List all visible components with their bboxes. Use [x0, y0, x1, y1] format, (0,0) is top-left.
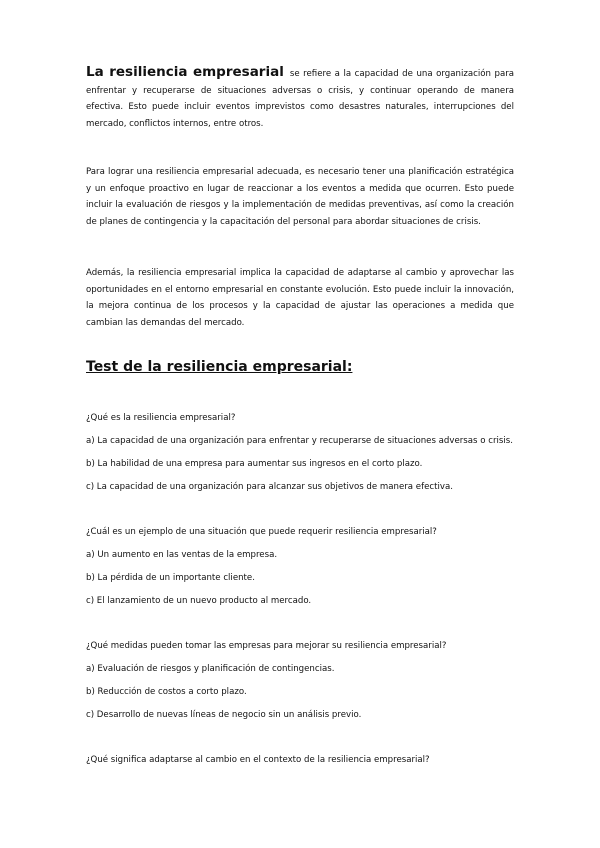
question-3-option-c: c) Desarrollo de nuevas líneas de negocio sin un análisis previo. [86, 710, 362, 720]
question-1-option-c: c) La capacidad de una organización para alcanzar sus objetivos de manera efectiva. [86, 482, 453, 492]
question-4: ¿Qué significa adaptarse al cambio en el contexto de la resiliencia empresarial? [86, 755, 430, 765]
document-title: La resiliencia empresarial [86, 64, 284, 80]
question-1: ¿Qué es la resiliencia empresarial? [86, 413, 236, 423]
intro-paragraph-1-text: se refiere a la capacidad de una organización para enfrentar y recuperarse de situaciones adversas o crisis, y continuar operando de manera efectiva. Esto puede incluir eventos imprevistos como desastres naturales, interrupciones del mercado, conflictos internos, entre otros. [86, 69, 515, 129]
question-2-option-c: c) El lanzamiento de un nuevo producto al mercado. [86, 596, 312, 606]
question-2-option-b: b) La pérdida de un importante cliente. [86, 573, 255, 583]
question-2: ¿Cuál es un ejemplo de una situación que puede requerir resiliencia empresarial? [86, 527, 437, 537]
question-1-option-a: a) La capacidad de una organización para enfrentar y recuperarse de situaciones adversas o crisis. [86, 436, 513, 446]
question-3-option-b: b) Reducción de costos a corto plazo. [86, 687, 247, 697]
question-2-option-a: a) Un aumento en las ventas de la empresa. [86, 550, 278, 560]
intro-paragraph-1 [86, 64, 514, 132]
intro-paragraph-2: Para lograr una resiliencia empresarial adecuada, es necesario tener una planificación estratégica y un enfoque proactivo en lugar de reaccionar a los eventos a medida que ocurren. Esto puede incluir la evaluación de riesgos y la implementación de medidas preventivas, así como la creación de planes de contingencia y la capacitación del personal para abordar situaciones de crisis. [86, 167, 514, 227]
intro-paragraph-3: Además, la resiliencia empresarial implica la capacidad de adaptarse al cambio y aprovechar las oportunidades en el entorno empresarial en constante evolución. Esto puede incluir la innovación, la mejora continua de los procesos y la capacidad de ajustar las operaciones a medida que cambian las demandas del mercado. [86, 268, 514, 328]
question-3: ¿Qué medidas pueden tomar las empresas para mejorar su resiliencia empresarial? [86, 641, 447, 651]
question-3-option-a: a) Evaluación de riesgos y planificación de contingencias. [86, 664, 335, 674]
test-section-title: Test de la resiliencia empresarial: [86, 359, 353, 375]
question-1-option-b: b) La habilidad de una empresa para aumentar sus ingresos en el corto plazo. [86, 459, 423, 469]
